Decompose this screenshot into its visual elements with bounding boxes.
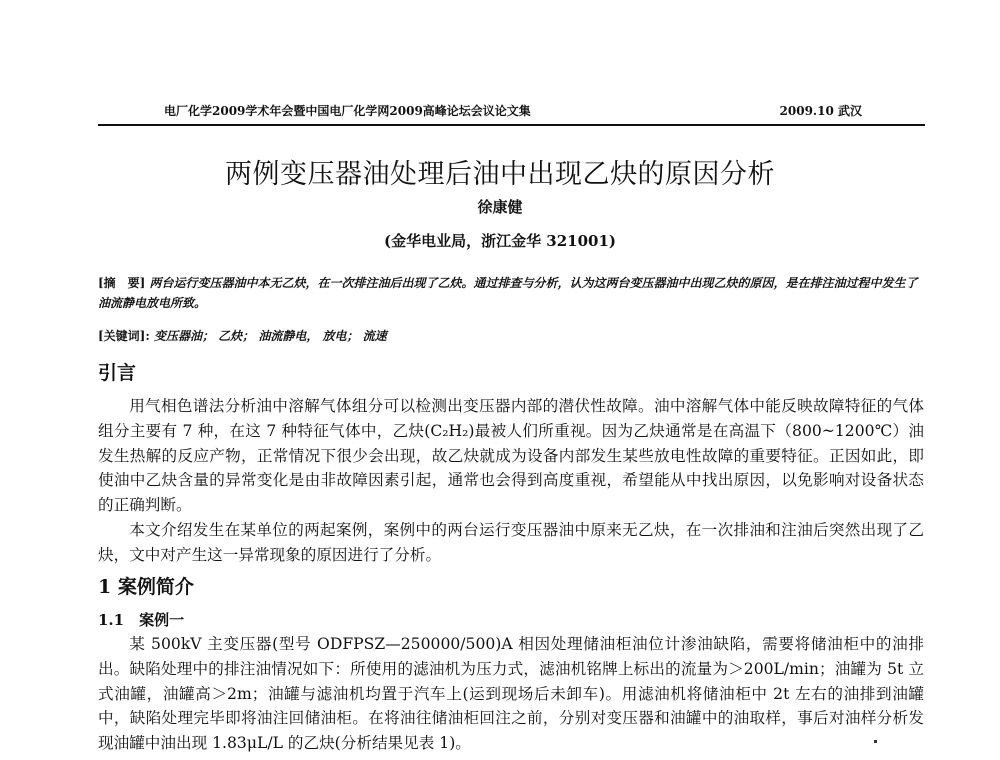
abstract	[98, 273, 924, 313]
header-rule	[98, 124, 925, 126]
intro-paragraph-1: 用气相色谱法分析油中溶解气体组分可以检测出变压器内部的潜伏性故障。油中溶解气体中能反映故障特征的气体组分主要有 7 种，在这 7 种特征气体中，乙炔(C₂H₂)最被人们所重视。因为乙炔通常是在高温下（800~1200℃）油发生热解的反应产物，正常情况下很少会出现，故乙炔就成为设备内部发生某些放电性故障的重要特征。正因如此，即使油中乙炔含量的异常变化是由非故障因素引起，通常也会得到高度重视，希望能从中找出原因，以免影响对设备状态的正确判断。	[98, 397, 924, 515]
keywords-text: 变压器油； 乙炔； 油流静电， 放电； 流速	[149, 329, 387, 343]
keywords	[98, 326, 924, 346]
affiliation: (金华电业局，浙江金华 321001)	[383, 232, 617, 250]
case1-paragraph: 某 500kV 主变压器(型号 ODFPSZ—250000/500)A 相因处理储油柜油位计渗油缺陷，需要将储油柜中的油排出。缺陷处理中的排注油情况如下：所使用的滤油机为压力式，滤油机铭牌上标出的流量为＞200L/min；油罐为 5t 立式油罐，油罐高＞2m；油罐与滤油机均置于汽车上(运到现场后未卸车)。用滤油机将储油柜中 2t 左右的油排到油罐中，缺陷处理完毕即将油注回储油柜。在将油往储油柜回注之前，分别对变压器和油罐中的油取样，事后对油样分析发现油罐中油出现 1.83μL/L 的乙炔(分析结果见表 1)。	[98, 635, 924, 753]
abstract-label: [摘 要]	[98, 276, 146, 290]
intro-paragraph-2: 本文介绍发生在某单位的两起案例，案例中的两台运行变压器油中原来无乙炔，在一次排油和注油后突然出现了乙炔，文中对产生这一异常现象的原因进行了分析。	[98, 521, 924, 564]
subsection-heading-1-1: 1.1 案例一	[98, 611, 185, 629]
abstract-text: 两台运行变压器油中本无乙炔，在一次排注油后出现了乙炔。通过排查与分析，认为这两台变压器油中出现乙炔的原因，是在排注油过程中发生了油流静电放电所致。	[98, 276, 918, 310]
running-header	[98, 100, 920, 122]
keywords-label: [关键词]:	[98, 329, 150, 343]
author: 徐康健	[477, 198, 523, 216]
section-heading-intro: 引言	[98, 362, 137, 384]
header-date-place: 2009.10 武汉	[779, 104, 862, 118]
scan-speck	[874, 740, 877, 743]
header-conference: 电厂化学2009学术年会暨中国电厂化学网2009高峰论坛会议论文集	[164, 104, 531, 118]
paper-title: 两例变压器油处理后油中出现乙炔的原因分析	[225, 159, 775, 190]
section-heading-1: 1 案例简介	[98, 576, 194, 598]
